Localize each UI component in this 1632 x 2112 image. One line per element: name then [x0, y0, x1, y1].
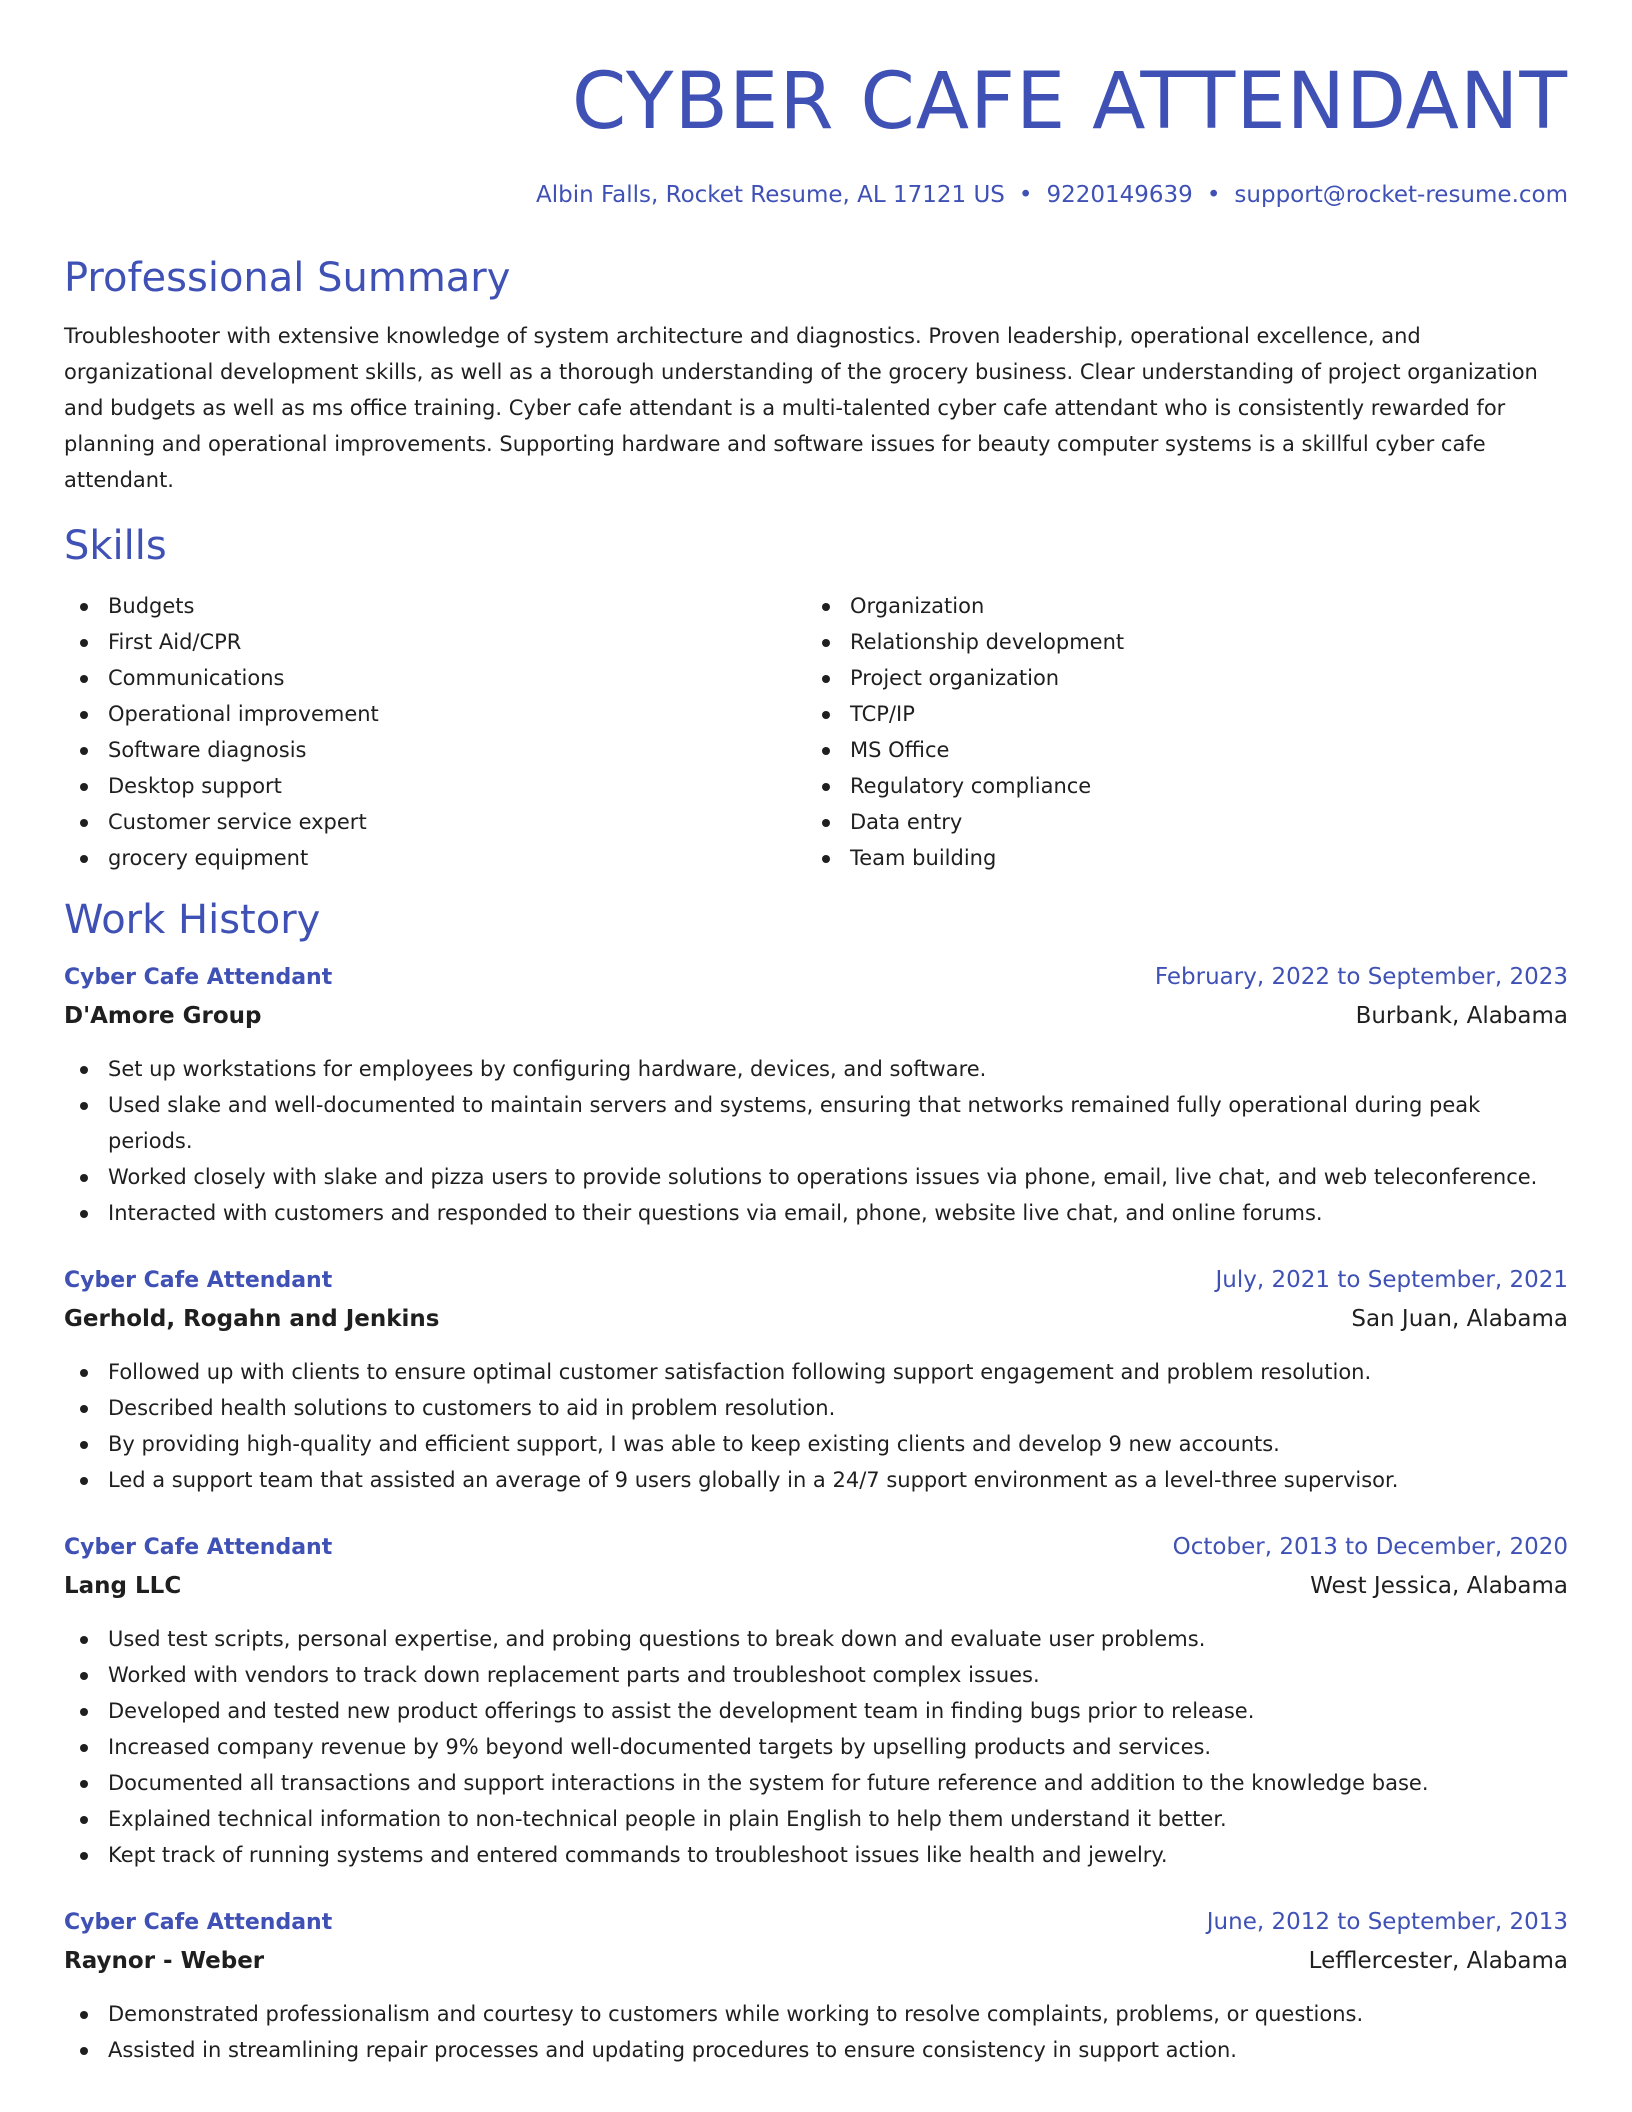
job-header [64, 1528, 1568, 1567]
job-company: D'Amore Group [64, 1003, 262, 1029]
summary-heading: Professional Summary [64, 255, 511, 301]
job-dates: July, 2021 to September, 2021 [1215, 1267, 1568, 1293]
job-title: Cyber Cafe Attendant [64, 1910, 333, 1935]
job-entry [64, 1903, 1568, 2068]
job-company: Gerhold, Rogahn and Jenkins [64, 1306, 440, 1332]
job-bullet: Followed up with clients to ensure optimal customer satisfaction following support engagement and problem resolution. [64, 1354, 1568, 1390]
skill-item: Software diagnosis [64, 732, 806, 768]
job-location: West Jessica, Alabama [1310, 1573, 1568, 1599]
contact-phone: 9220149639 [1046, 182, 1193, 208]
job-bullets [64, 1996, 1568, 2068]
skills-column-right [806, 588, 1548, 876]
skill-item: MS Office [806, 732, 1548, 768]
job-entry [64, 1528, 1568, 1873]
job-bullet: Interacted with customers and responded to their questions via email, phone, website live chat, and online forums. [64, 1195, 1568, 1231]
job-dates: June, 2012 to September, 2013 [1206, 1909, 1568, 1935]
resume-title: CYBER CAFE ATTENDANT [571, 57, 1568, 147]
job-location: San Juan, Alabama [1351, 1306, 1568, 1332]
skill-item: TCP/IP [806, 696, 1548, 732]
job-title: Cyber Cafe Attendant [64, 965, 333, 990]
job-bullets [64, 1354, 1568, 1498]
skill-item: Operational improvement [64, 696, 806, 732]
skill-item: grocery equipment [64, 840, 806, 876]
job-header [64, 958, 1568, 997]
job-location: Burbank, Alabama [1355, 1003, 1568, 1029]
job-bullet: Worked with vendors to track down replacement parts and troubleshoot complex issues. [64, 1657, 1568, 1693]
skill-item: Customer service expert [64, 804, 806, 840]
job-bullet: Developed and tested new product offerings to assist the development team in finding bugs prior to release. [64, 1693, 1568, 1729]
job-company: Lang LLC [64, 1573, 182, 1599]
summary-text: Troubleshooter with extensive knowledge of system architecture and diagnostics. Proven leadership, operational excellence, and organizational development skills, as well as a thorough understanding of the grocery business. Clear understanding of project organization and budgets as well as ms office training. Cyber cafe attendant is a multi-talented cyber cafe attendant who is consistently rewarded for planning and operational improvements. Supporting hardware and software issues for beauty computer systems is a skillful cyber cafe attendant. [64, 324, 1538, 492]
job-bullet: Documented all transactions and support interactions in the system for future reference and addition to the knowledge base. [64, 1765, 1568, 1801]
job-entry [64, 958, 1568, 1231]
job-dates: October, 2013 to December, 2020 [1172, 1534, 1568, 1560]
job-bullet: Worked closely with slake and pizza users to provide solutions to operations issues via phone, email, live chat, and web teleconference. [64, 1159, 1568, 1195]
job-bullet: Used test scripts, personal expertise, and probing questions to break down and evaluate user problems. [64, 1621, 1568, 1657]
skills-heading: Skills [64, 523, 167, 569]
contact-separator: • [1206, 182, 1221, 208]
skill-item: Organization [806, 588, 1548, 624]
job-bullet: Explained technical information to non-technical people in plain English to help them understand it better. [64, 1801, 1568, 1837]
skill-item: Desktop support [64, 768, 806, 804]
skill-item: Data entry [806, 804, 1548, 840]
skill-item: Team building [806, 840, 1548, 876]
contact-email[interactable]: support@rocket-resume.com [1234, 182, 1568, 208]
job-bullet: By providing high-quality and efficient support, I was able to keep existing clients and develop 9 new accounts. [64, 1426, 1568, 1462]
job-bullet: Demonstrated professionalism and courtesy to customers while working to resolve complaints, problems, or questions. [64, 1996, 1568, 2032]
job-dates: February, 2022 to September, 2023 [1154, 964, 1568, 990]
job-bullets [64, 1621, 1568, 1873]
job-header [64, 1261, 1568, 1300]
skill-item: Project organization [806, 660, 1548, 696]
skill-item: Relationship development [806, 624, 1548, 660]
skill-item: First Aid/CPR [64, 624, 806, 660]
job-bullet: Assisted in streamlining repair processes and updating procedures to ensure consistency in support action. [64, 2032, 1568, 2068]
skill-item: Communications [64, 660, 806, 696]
skills-list [64, 588, 1568, 876]
job-subheader [64, 1942, 1568, 1980]
job-subheader [64, 997, 1568, 1035]
job-bullet: Kept track of running systems and entered commands to troubleshoot issues like health and jewelry. [64, 1837, 1568, 1873]
work-history-heading: Work History [64, 897, 321, 943]
job-subheader [64, 1567, 1568, 1605]
job-entry [64, 1261, 1568, 1498]
job-bullet: Set up workstations for employees by configuring hardware, devices, and software. [64, 1051, 1568, 1087]
job-bullet: Described health solutions to customers to aid in problem resolution. [64, 1390, 1568, 1426]
job-bullet: Led a support team that assisted an average of 9 users globally in a 24/7 support environment as a level-three supervisor. [64, 1462, 1568, 1498]
job-bullet: Increased company revenue by 9% beyond well-documented targets by upselling products and services. [64, 1729, 1568, 1765]
job-subheader [64, 1300, 1568, 1338]
job-location: Lefflercester, Alabama [1308, 1948, 1568, 1974]
skills-column-left [64, 588, 806, 876]
skill-item: Budgets [64, 588, 806, 624]
job-title: Cyber Cafe Attendant [64, 1268, 333, 1293]
job-bullet: Used slake and well-documented to maintain servers and systems, ensuring that networks remained fully operational during peak periods. [64, 1087, 1568, 1159]
job-company: Raynor - Weber [64, 1948, 265, 1974]
job-title: Cyber Cafe Attendant [64, 1535, 333, 1560]
contact-separator: • [1018, 182, 1033, 208]
skill-item: Regulatory compliance [806, 768, 1548, 804]
contact-line [64, 180, 1568, 210]
contact-address: Albin Falls, Rocket Resume, AL 17121 US [536, 182, 1005, 208]
job-bullets [64, 1051, 1568, 1231]
job-header [64, 1903, 1568, 1942]
